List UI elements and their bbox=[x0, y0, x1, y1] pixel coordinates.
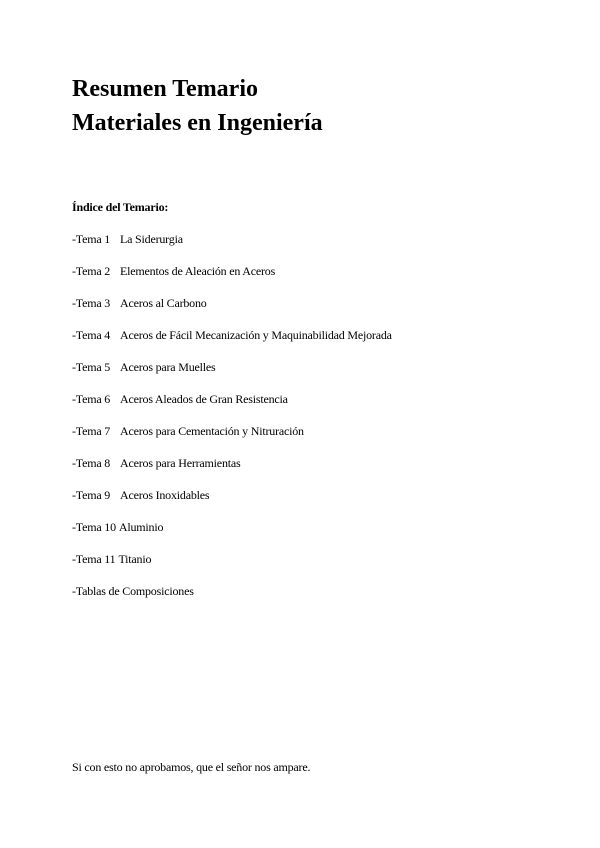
toc-item-label: Elementos de Aleación en Aceros bbox=[120, 264, 276, 278]
title-line-1: Resumen Temario bbox=[72, 76, 258, 102]
toc-item-number: -Tema 10 bbox=[72, 520, 116, 534]
toc-item-1 bbox=[72, 231, 392, 263]
toc-item-5 bbox=[72, 359, 392, 391]
toc-item-number: -Tema 7 bbox=[72, 424, 111, 438]
toc-item-10 bbox=[72, 519, 392, 551]
toc-item-8 bbox=[72, 455, 392, 487]
toc-item-label: Aluminio bbox=[118, 520, 164, 534]
toc-item-label: Aceros para Muelles bbox=[120, 360, 216, 374]
toc-item-label: Aceros Inoxidables bbox=[120, 488, 210, 502]
toc-item-label: Aceros para Herramientas bbox=[120, 456, 241, 470]
toc-item-label: Titanio bbox=[118, 552, 152, 566]
toc-item-label: La Siderurgia bbox=[120, 232, 183, 246]
toc-item-number: -Tema 8 bbox=[72, 456, 111, 470]
toc-item-label: Aceros Aleados de Gran Resistencia bbox=[120, 392, 288, 406]
toc-item-12 bbox=[72, 583, 392, 615]
toc-item-number: -Tema 4 bbox=[72, 328, 111, 342]
toc-item-number: -Tema 3 bbox=[72, 296, 111, 310]
table-of-contents bbox=[72, 231, 392, 615]
footer-text: Si con esto no aprobamos, que el señor nos ampare. bbox=[72, 760, 311, 774]
toc-item-label: Aceros de Fácil Mecanización y Maquinabilidad Mejorada bbox=[120, 328, 392, 342]
toc-item-number: -Tema 6 bbox=[72, 392, 111, 406]
toc-item-number: -Tablas de Composiciones bbox=[72, 584, 194, 598]
toc-item-9 bbox=[72, 487, 392, 519]
toc-item-number: -Tema 11 bbox=[72, 552, 116, 566]
toc-item-label: Aceros al Carbono bbox=[120, 296, 207, 310]
document-title bbox=[72, 72, 323, 140]
toc-item-number: -Tema 9 bbox=[72, 488, 111, 502]
toc-item-11 bbox=[72, 551, 392, 583]
toc-item-label: Aceros para Cementación y Nitruración bbox=[120, 424, 304, 438]
toc-item-6 bbox=[72, 391, 392, 423]
toc-item-4 bbox=[72, 327, 392, 359]
toc-item-number: -Tema 5 bbox=[72, 360, 111, 374]
toc-item-3 bbox=[72, 295, 392, 327]
toc-item-number: -Tema 2 bbox=[72, 264, 111, 278]
title-line-2: Materiales en Ingeniería bbox=[72, 110, 323, 136]
toc-item-number: -Tema 1 bbox=[72, 232, 111, 246]
index-heading: Índice del Temario: bbox=[72, 200, 169, 214]
toc-item-2 bbox=[72, 263, 392, 295]
toc-item-7 bbox=[72, 423, 392, 455]
